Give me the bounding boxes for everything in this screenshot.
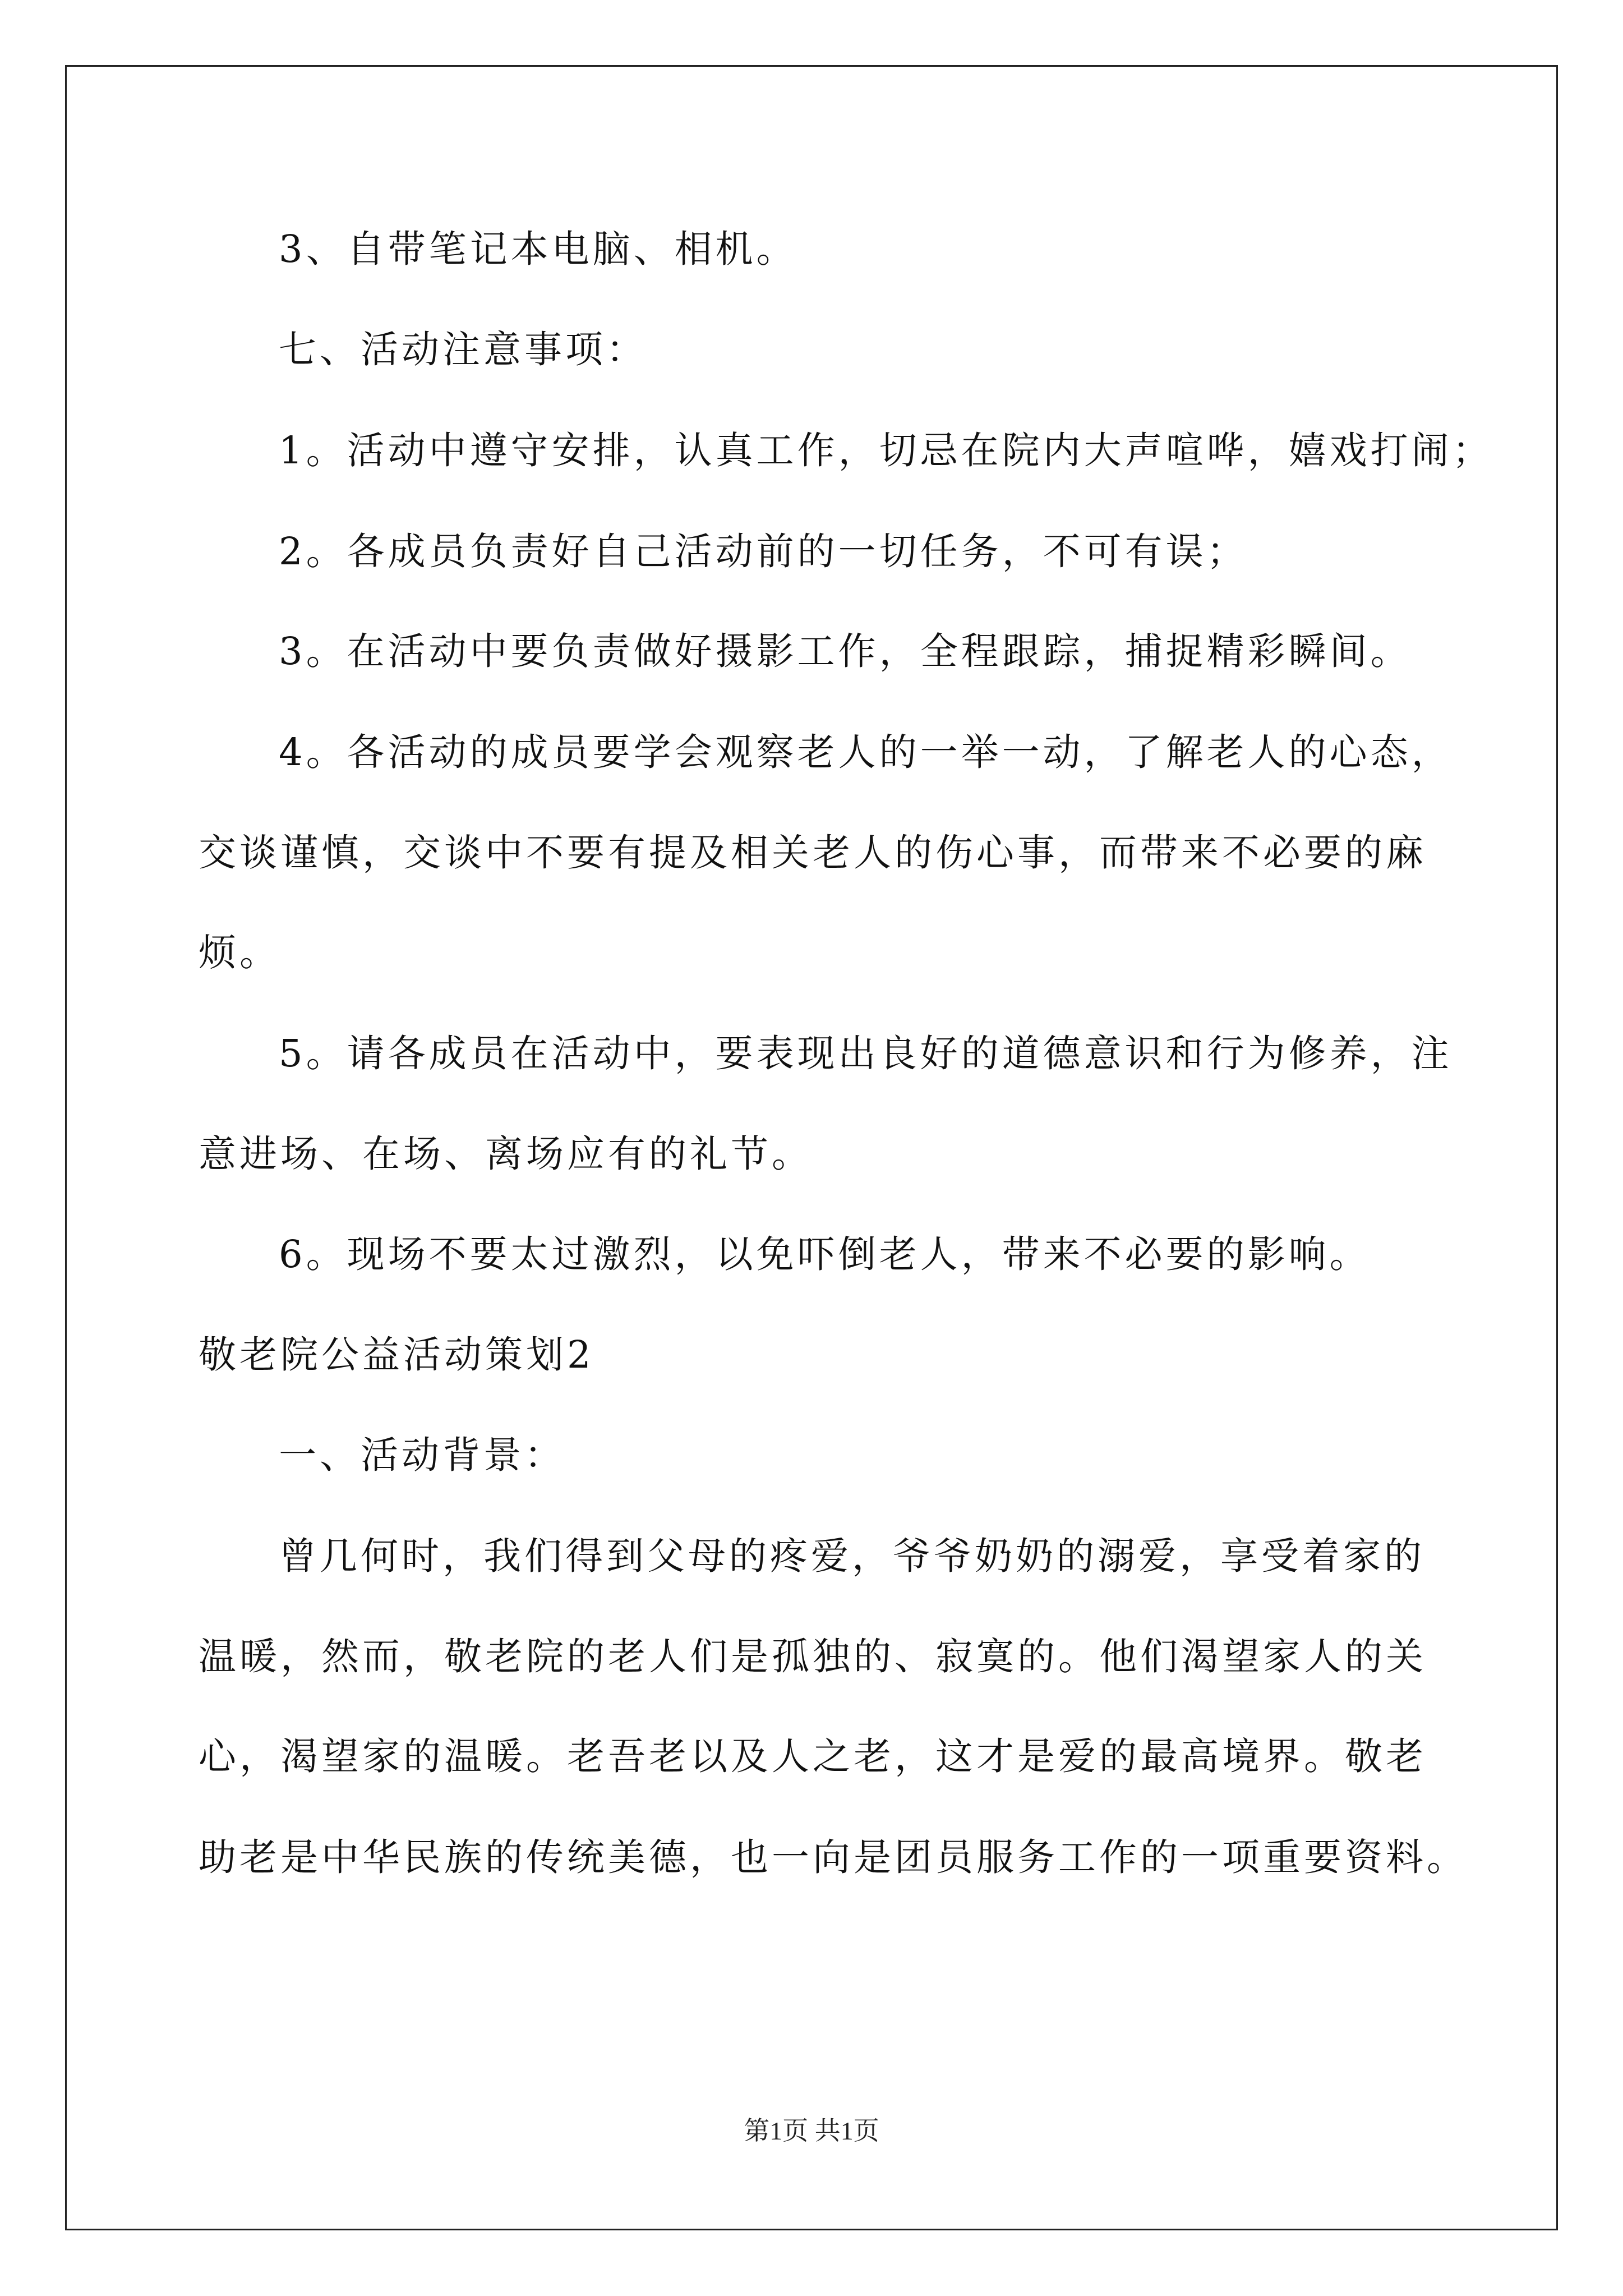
text-line-9: 5。请各成员在活动中，要表现出良好的道德意识和行为修养，注: [279, 1032, 1453, 1075]
text-line-1: 3、自带笔记本电脑、相机。: [279, 227, 797, 271]
text-line-4: 2。各成员负责好自己活动前的一切任务，不可有误；: [279, 530, 1248, 573]
text-line-6: 4。各活动的成员要学会观察老人的一举一动，了解老人的心态，: [279, 730, 1453, 774]
text-line-7: 交谈谨慎，交谈中不要有提及相关老人的伤心事，而带来不必要的麻: [199, 831, 1427, 875]
text-line-11: 6。现场不要太过激烈，以免吓倒老人，带来不必要的影响。: [279, 1232, 1371, 1276]
document-subtitle: 敬老院公益活动策划2: [199, 1333, 594, 1377]
text-line-10: 意进场、在场、离场应有的礼节。: [199, 1132, 813, 1176]
text-line-3: 1。活动中遵守安排，认真工作，切忌在院内大声喧哗，嬉戏打闹；: [279, 429, 1493, 472]
page-footer: 第1页 共1页: [744, 2116, 879, 2145]
text-line-16: 心，渴望家的温暖。老吾老以及人之老，这才是爱的最高境界。敬老: [199, 1734, 1427, 1778]
text-line-5: 3。在活动中要负责做好摄影工作，全程跟踪，捕捉精彩瞬间。: [279, 629, 1412, 673]
text-line-15: 温暖，然而，敬老院的老人们是孤独的、寂寞的。他们渴望家人的关: [199, 1635, 1427, 1678]
section-heading-notes: 七、活动注意事项：: [279, 328, 647, 371]
text-line-17: 助老是中华民族的传统美德，也一向是团员服务工作的一项重要资料。: [199, 1835, 1468, 1879]
text-line-14: 曾几何时，我们得到父母的疼爱，爷爷奶奶的溺爱，享受着家的: [279, 1534, 1425, 1578]
text-line-8: 烦。: [199, 931, 280, 974]
section-heading-background: 一、活动背景：: [279, 1433, 565, 1477]
